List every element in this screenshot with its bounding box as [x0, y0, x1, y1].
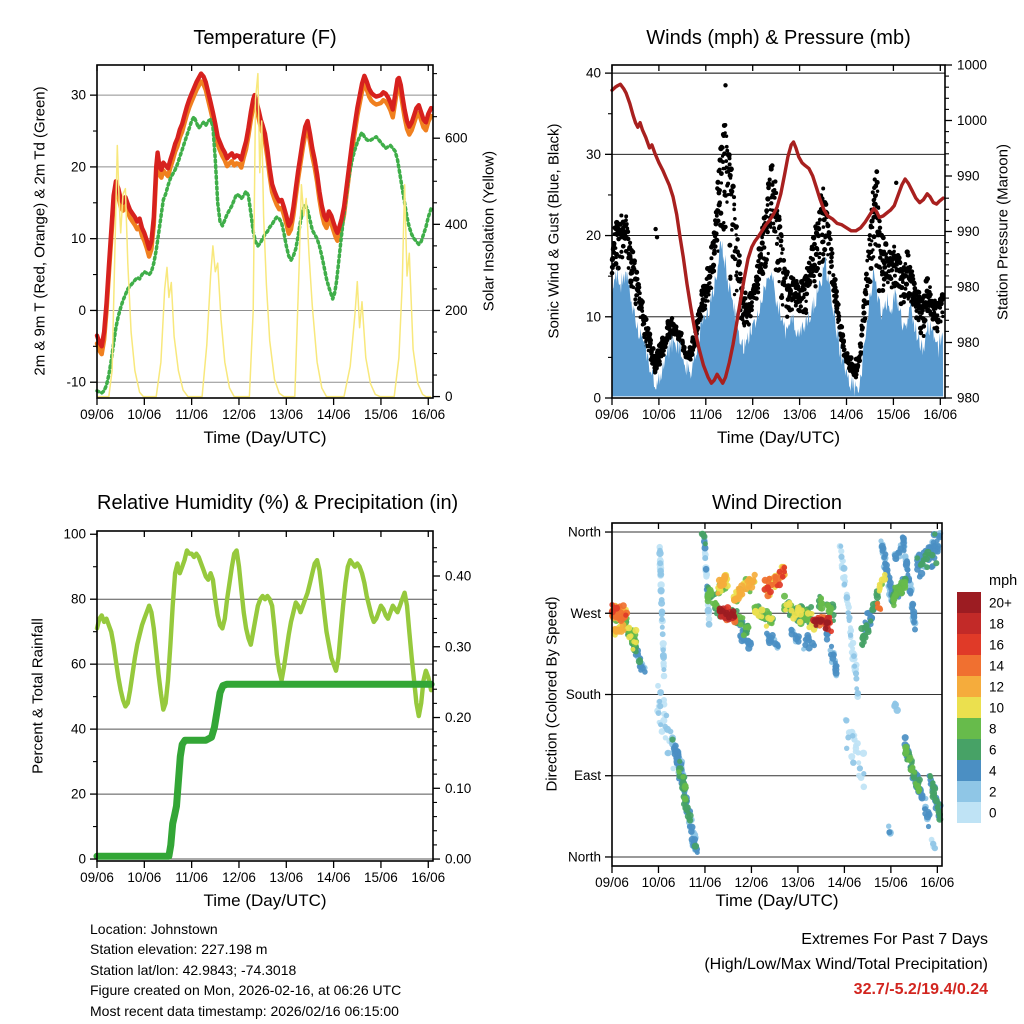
svg-text:18: 18 [989, 616, 1005, 632]
svg-text:14/06: 14/06 [316, 870, 351, 885]
svg-text:20+: 20+ [989, 595, 1012, 611]
svg-text:30: 30 [70, 87, 86, 103]
svg-text:16/06: 16/06 [411, 870, 446, 885]
extremes-block [600, 927, 988, 1002]
svg-text:0: 0 [445, 389, 453, 405]
svg-text:6: 6 [989, 742, 997, 758]
svg-text:14/06: 14/06 [316, 407, 351, 422]
svg-text:13/06: 13/06 [269, 870, 304, 885]
y-axis-label-wind-left: Sonic Wind & Gust (Blue, Black) [545, 123, 563, 339]
svg-text:40: 40 [585, 65, 601, 81]
svg-text:10/06: 10/06 [127, 407, 162, 422]
svg-text:0: 0 [78, 851, 86, 867]
most-recent-data-timestamp: Most recent data timestamp: 2026/02/16 06:15:00 [90, 1002, 399, 1019]
svg-text:14/06: 14/06 [829, 407, 864, 422]
svg-text:12/06: 12/06 [222, 870, 256, 885]
svg-text:10: 10 [585, 309, 601, 325]
chart-title-rh-precip: Relative Humidity (%) & Precipitation (in) [97, 492, 459, 514]
svg-text:40: 40 [70, 721, 86, 737]
svg-text:09/06: 09/06 [595, 875, 629, 890]
svg-text:15/06: 15/06 [364, 407, 398, 422]
svg-text:09/06: 09/06 [595, 407, 629, 422]
svg-text:12/06: 12/06 [734, 875, 769, 890]
svg-text:11/06: 11/06 [175, 870, 209, 885]
svg-text:0.40: 0.40 [445, 568, 472, 584]
svg-text:16: 16 [989, 637, 1005, 653]
station-location: Location: Johnstown [90, 921, 218, 937]
svg-text:13/06: 13/06 [782, 407, 817, 422]
svg-text:mph: mph [989, 573, 1018, 589]
svg-text:09/06: 09/06 [80, 870, 114, 885]
svg-text:North: North [567, 849, 601, 865]
svg-text:0: 0 [78, 302, 86, 318]
svg-text:North: North [567, 524, 601, 540]
svg-text:West: West [570, 605, 601, 621]
svg-text:12: 12 [989, 679, 1005, 695]
svg-text:980: 980 [957, 390, 980, 406]
svg-text:-10: -10 [66, 374, 86, 390]
x-axis-label-winds: Time (Day/UTC) [716, 428, 841, 447]
svg-text:80: 80 [70, 591, 86, 607]
chart-title-wind-direction: Wind Direction [711, 492, 843, 514]
svg-text:60: 60 [70, 656, 86, 672]
y-axis-label-solar-right: Solar Insolation (Yellow) [480, 150, 498, 312]
svg-text:1000: 1000 [957, 57, 988, 73]
y-axis-label-pressure-right: Station Pressure (Maroon) [994, 144, 1012, 320]
svg-text:990: 990 [957, 224, 980, 239]
svg-text:South: South [565, 687, 601, 702]
x-axis-label-temperature: Time (Day/UTC) [203, 428, 327, 447]
svg-text:600: 600 [445, 130, 468, 146]
x-axis-label-rh: Time (Day/UTC) [203, 891, 327, 910]
svg-text:1000: 1000 [957, 113, 988, 128]
svg-text:14: 14 [989, 658, 1005, 674]
svg-text:4: 4 [989, 763, 997, 779]
svg-text:10/06: 10/06 [642, 407, 676, 422]
svg-text:10/06: 10/06 [127, 870, 162, 885]
svg-text:10/06: 10/06 [641, 875, 676, 890]
svg-text:200: 200 [445, 302, 468, 318]
svg-text:8: 8 [989, 721, 997, 737]
y-axis-label-temperature-left: 2m & 9m T (Red, Orange) & 2m Td (Green) [31, 86, 49, 376]
svg-text:13/06: 13/06 [781, 875, 815, 890]
svg-text:20: 20 [585, 228, 601, 244]
svg-text:0: 0 [989, 805, 997, 821]
svg-text:10: 10 [989, 700, 1005, 716]
extremes-title: Extremes For Past 7 Days [801, 931, 988, 948]
svg-text:14/06: 14/06 [827, 875, 862, 890]
extremes-subtitle: (High/Low/Max Wind/Total Precipitation) [704, 956, 988, 973]
svg-text:0.10: 0.10 [445, 780, 472, 796]
figure-created-timestamp: Figure created on Mon, 2026-02-16, at 06:26 UTC [90, 982, 402, 999]
svg-text:13/06: 13/06 [269, 407, 304, 422]
svg-text:0: 0 [593, 390, 601, 406]
svg-text:12/06: 12/06 [222, 407, 256, 422]
x-axis-label-wind-direction: Time (Day/UTC) [715, 891, 839, 910]
chart-title-temperature: Temperature (F) [193, 27, 337, 49]
svg-text:0.00: 0.00 [445, 851, 472, 867]
svg-text:2: 2 [989, 784, 997, 800]
svg-text:20: 20 [70, 786, 86, 802]
svg-text:15/06: 15/06 [876, 407, 911, 422]
svg-text:0.30: 0.30 [445, 639, 472, 655]
svg-text:09/06: 09/06 [80, 407, 114, 422]
svg-text:980: 980 [957, 335, 980, 350]
svg-text:15/06: 15/06 [873, 875, 908, 890]
svg-text:100: 100 [63, 526, 86, 542]
svg-text:16/06: 16/06 [923, 407, 958, 422]
svg-text:16/06: 16/06 [411, 407, 446, 422]
svg-text:15/06: 15/06 [364, 870, 398, 885]
svg-text:10: 10 [70, 231, 86, 247]
svg-text:16/06: 16/06 [920, 875, 955, 890]
svg-text:12/06: 12/06 [735, 407, 770, 422]
svg-text:11/06: 11/06 [175, 407, 209, 422]
station-info-block [90, 919, 401, 1021]
svg-text:30: 30 [585, 146, 601, 162]
svg-text:East: East [573, 768, 601, 784]
svg-text:20: 20 [70, 159, 86, 175]
station-latlon: Station lat/lon: 42.9843; -74.3018 [90, 961, 297, 978]
svg-text:11/06: 11/06 [688, 875, 722, 890]
extremes-values: 32.7/-5.2/19.4/0.24 [853, 981, 988, 998]
svg-text:990: 990 [957, 168, 980, 184]
y-axis-label-direction-left: Direction (Colored By Speed) [543, 596, 561, 792]
y-axis-label-rh-left: Percent & Total Rainfall [29, 618, 47, 774]
chart-title-winds-pressure: Winds (mph) & Pressure (mb) [646, 27, 911, 49]
svg-text:980: 980 [957, 279, 980, 295]
svg-text:400: 400 [445, 216, 468, 232]
svg-text:0.20: 0.20 [445, 710, 472, 726]
svg-text:11/06: 11/06 [689, 407, 723, 422]
station-elevation: Station elevation: 227.198 m [90, 941, 268, 958]
